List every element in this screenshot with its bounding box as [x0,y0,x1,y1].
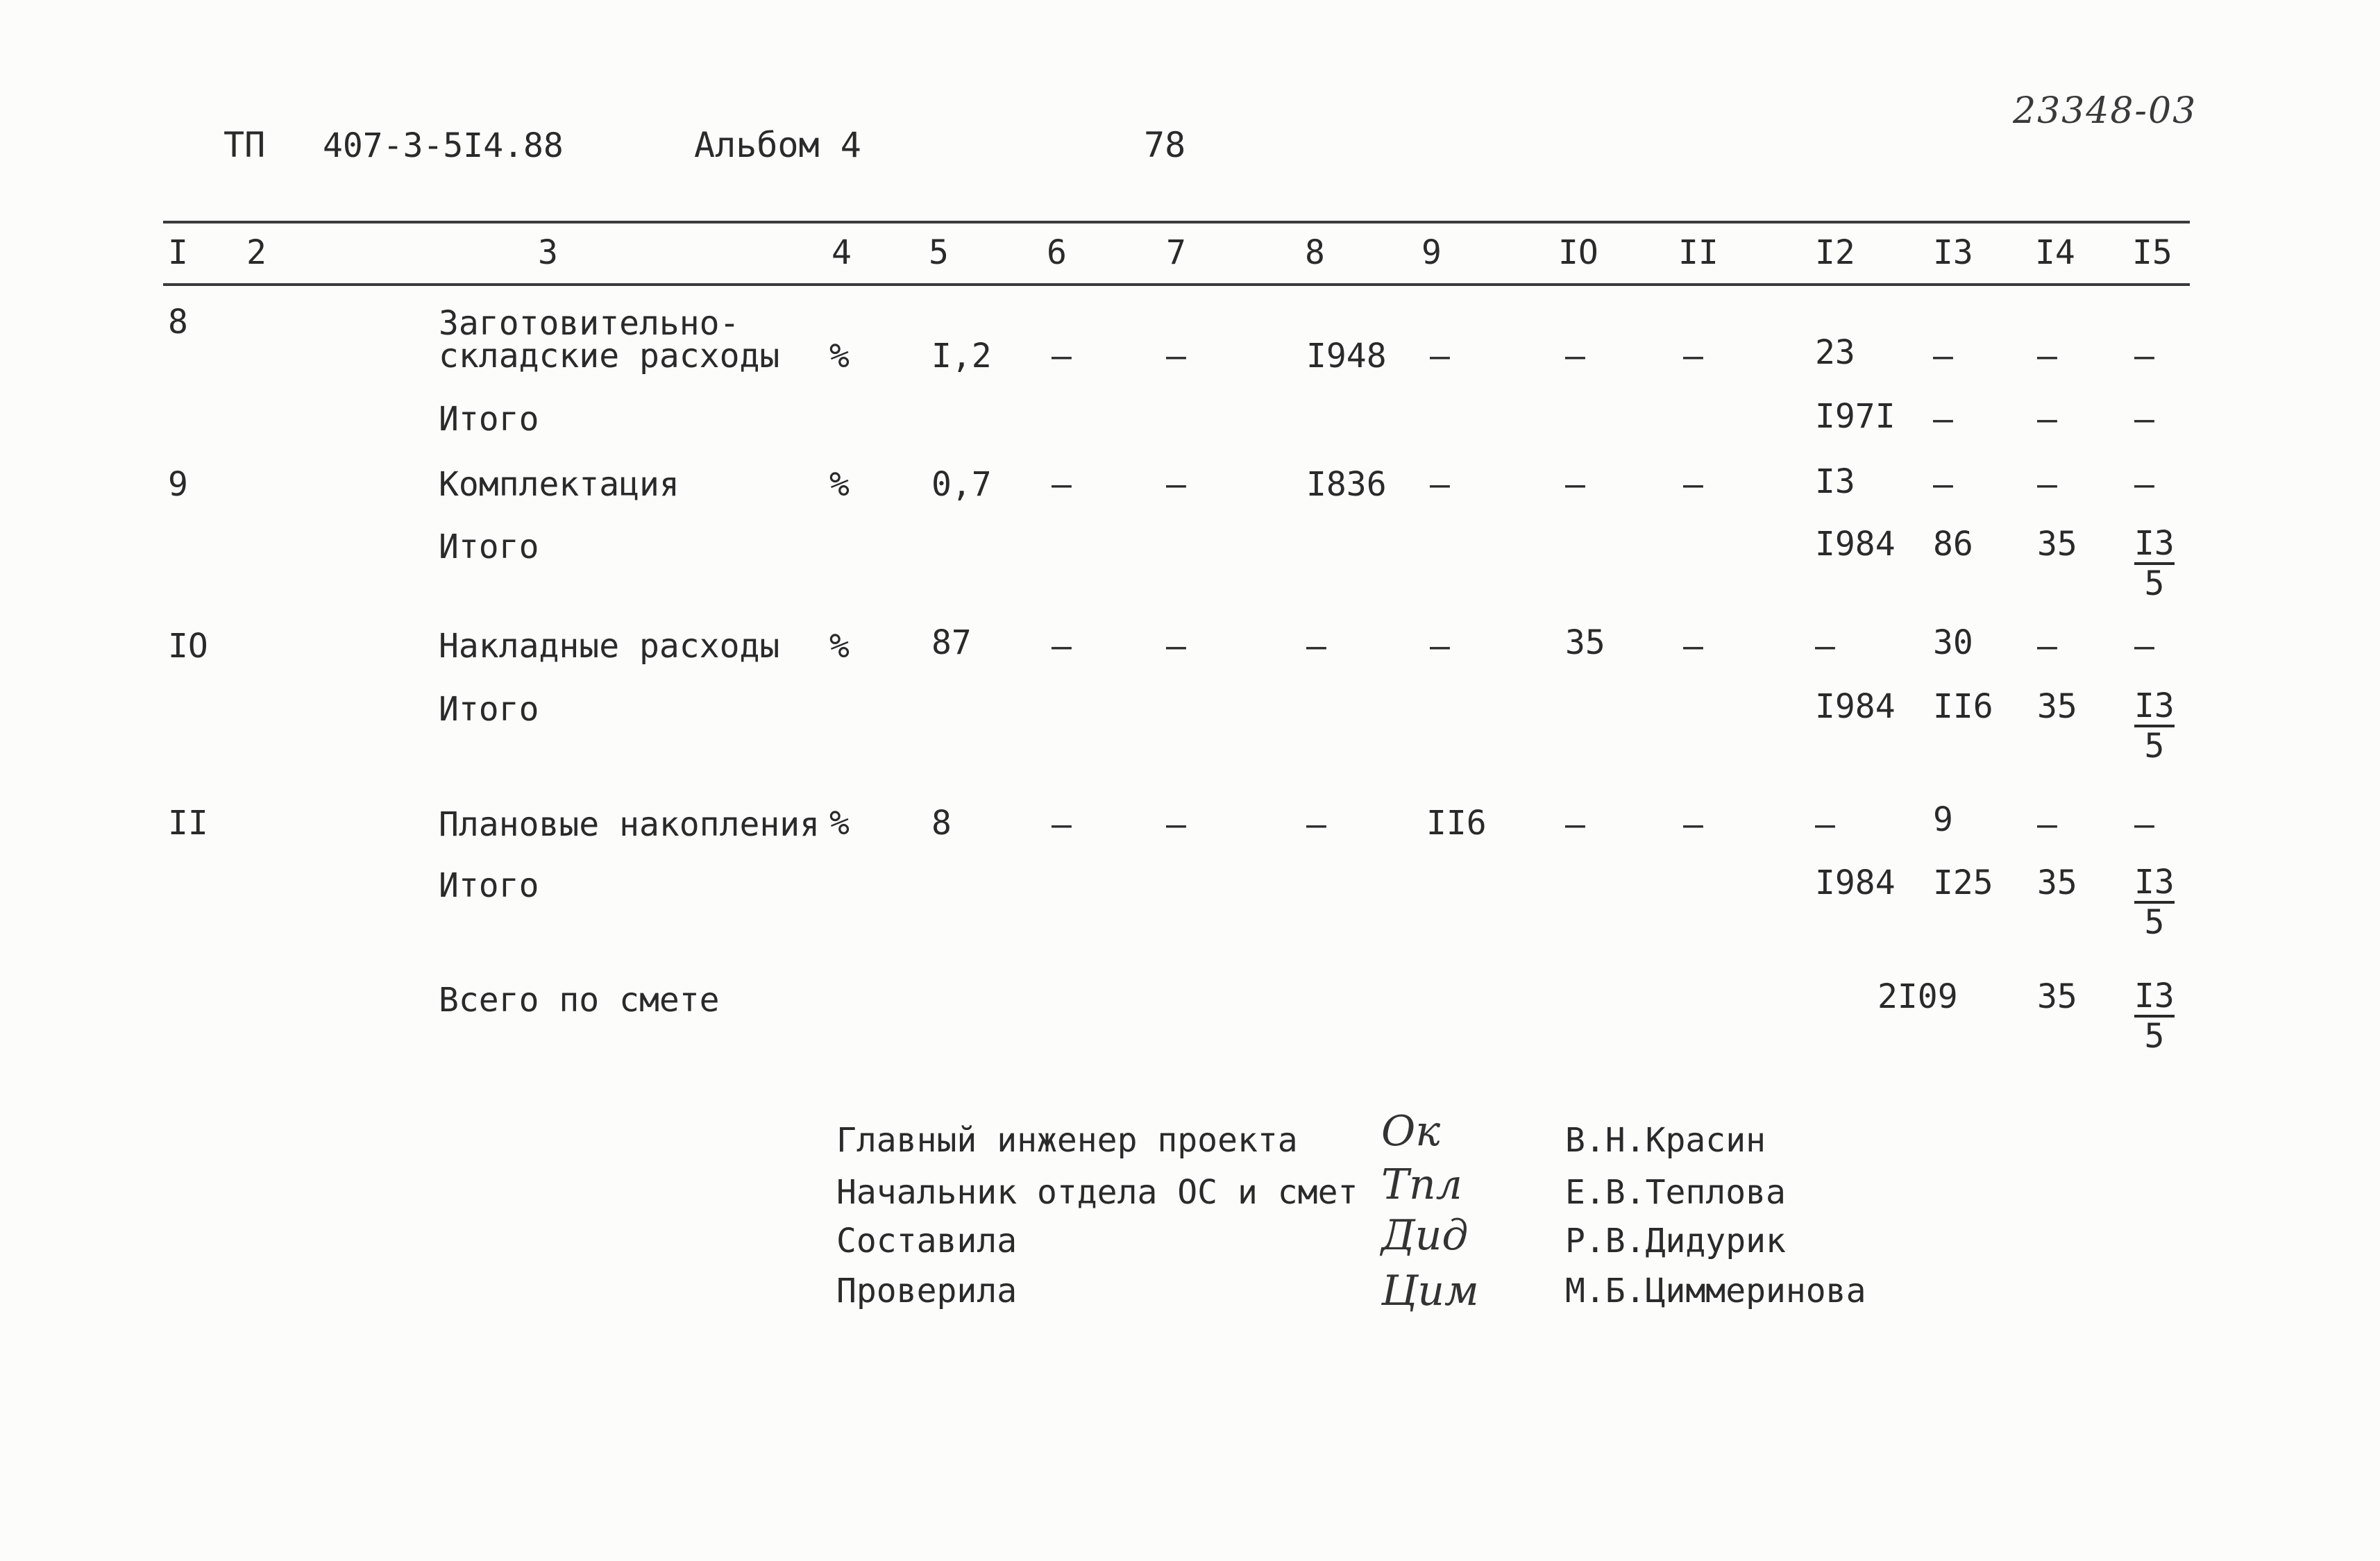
col-number: 9 [1421,233,1442,272]
value-cell: – [1815,627,1835,666]
value-cell: I,2 [931,337,992,376]
value-cell: – [1166,465,1186,504]
value-cell: 35 [2037,687,2077,726]
value-cell: – [2134,627,2154,666]
value-cell: I984 [1815,863,1896,902]
value-cell: I948 [1306,337,1387,376]
fraction-cell [2134,526,2175,602]
col-number: I2 [1815,233,1855,272]
col-number: 7 [1166,233,1186,272]
value-cell: 8 [931,804,952,843]
col-number: 5 [929,233,949,272]
value-cell: – [1306,805,1326,844]
value-cell: – [1683,465,1703,504]
col-number: I3 [1933,233,1973,272]
row-number: II [168,804,208,843]
col-number: I5 [2132,233,2172,272]
fraction-denominator: 5 [2144,564,2165,604]
value-cell: – [1815,805,1835,844]
unit-cell: % [829,627,850,666]
signature-role: Проверила [836,1272,1018,1310]
col-number: IO [1558,233,1598,272]
total-label: Итого [439,400,539,439]
value-cell: – [1052,465,1072,504]
fraction-numerator: I3 [2134,979,2175,1018]
value-cell: – [2037,465,2057,504]
fraction-numerator: I3 [2134,689,2175,727]
value-cell: – [1933,400,1953,439]
col-number: I4 [2035,233,2075,272]
row-name: Плановые накопления [439,805,820,844]
value-cell: 86 [1933,525,1973,564]
fraction-cell [2134,686,2175,766]
value-cell: – [1565,465,1585,504]
value-cell: 0,7 [931,465,992,504]
handwritten-signature: Цим [1381,1267,1479,1315]
value-cell: – [2037,400,2057,439]
value-cell: 23 [1815,333,1855,372]
value-cell: – [1430,337,1450,376]
page-number: 78 [1144,125,1186,165]
value-cell: – [1683,337,1703,376]
value-cell: – [1052,805,1072,844]
handwritten-signature: Ок [1381,1107,1441,1156]
col-number: 6 [1047,233,1067,272]
value-cell: – [1052,627,1072,666]
value-cell: – [1430,627,1450,666]
archive-number: 23348-03 [2013,90,2197,132]
total-label: Итого [439,528,539,566]
handwritten-signature: Тпл [1381,1161,1462,1209]
value-cell: 35 [2037,977,2077,1016]
value-cell: – [2134,337,2154,376]
value-cell: – [1683,627,1703,666]
header-bottom-rule [163,283,2190,286]
grand-total-label: Всего по смете [439,981,720,1020]
value-cell: 9 [1933,800,1953,839]
value-cell: – [1430,465,1450,504]
value-cell: 30 [1933,623,1973,662]
row-number: 8 [168,303,188,341]
value-cell: – [1933,465,1953,504]
row-number: 9 [168,465,188,504]
value-cell: 35 [2037,863,2077,902]
row-name-line1: Заготовительно- [439,304,740,343]
fraction-denominator: 5 [2144,727,2165,766]
value-cell: – [1166,805,1186,844]
value-cell: – [2134,465,2154,504]
col-number: 8 [1305,233,1325,272]
value-cell: – [2134,400,2154,439]
value-cell: I984 [1815,687,1896,726]
value-cell: – [1166,627,1186,666]
row-name: Комплектация [439,465,680,504]
unit-cell: % [829,804,850,843]
project-code: 407-3-5I4.88 [323,126,564,165]
signature-role: Главный инженер проекта [836,1121,1298,1160]
value-cell: – [1933,337,1953,376]
handwritten-signature: Дид [1381,1211,1469,1260]
signature-role: Составила [836,1222,1018,1260]
value-cell: 87 [931,623,972,662]
total-label: Итого [439,690,539,729]
value-cell: 35 [1565,623,1605,662]
signatory-name: В.Н.Красин [1565,1121,1766,1160]
unit-cell: % [829,337,850,376]
table-top-rule [163,221,2190,223]
value-cell: – [1052,337,1072,376]
row-name-line2: складские расходы [439,337,780,376]
value-cell: – [2037,337,2057,376]
fraction-denominator: 5 [2144,1017,2165,1056]
value-cell: I3 [1815,462,1855,501]
value-cell: – [2037,627,2057,666]
value-cell: – [1166,337,1186,376]
doc-type-label: ТП [223,125,266,165]
fraction-numerator: I3 [2134,865,2175,904]
album-label: Альбом 4 [694,125,861,165]
row-name: Накладные расходы [439,627,780,666]
value-cell: – [1683,805,1703,844]
value-cell: II6 [1933,687,1993,726]
value-cell: I836 [1306,465,1387,504]
signatory-name: Е.В.Теплова [1565,1173,1786,1212]
fraction-numerator: I3 [2134,526,2175,565]
value-cell: 35 [2037,525,2077,564]
unit-cell: % [829,465,850,504]
value-cell: – [1565,805,1585,844]
value-cell: II6 [1426,804,1487,843]
col-number: 4 [832,233,852,272]
total-label: Итого [439,866,539,905]
fraction-cell [2134,863,2175,943]
col-number: II [1678,233,1719,272]
value-cell: – [1565,337,1585,376]
row-number: IO [168,627,208,666]
value-cell: I97I [1815,397,1896,436]
signatory-name: Р.В.Дидурик [1565,1222,1786,1260]
col-number: 2 [246,233,267,272]
value-cell: I984 [1815,525,1896,564]
fraction-cell [2134,979,2175,1054]
fraction-denominator: 5 [2144,903,2165,943]
signatory-name: М.Б.Циммеринова [1565,1272,1866,1310]
value-cell: – [2134,805,2154,844]
value-cell: I25 [1933,863,1993,902]
value-cell: – [2037,805,2057,844]
grand-total-value: 2I09 [1877,977,1958,1016]
signature-role: Начальник отдела ОС и смет [836,1173,1358,1212]
col-number: 3 [538,233,558,272]
value-cell: – [1306,627,1326,666]
col-number: I [168,233,188,272]
